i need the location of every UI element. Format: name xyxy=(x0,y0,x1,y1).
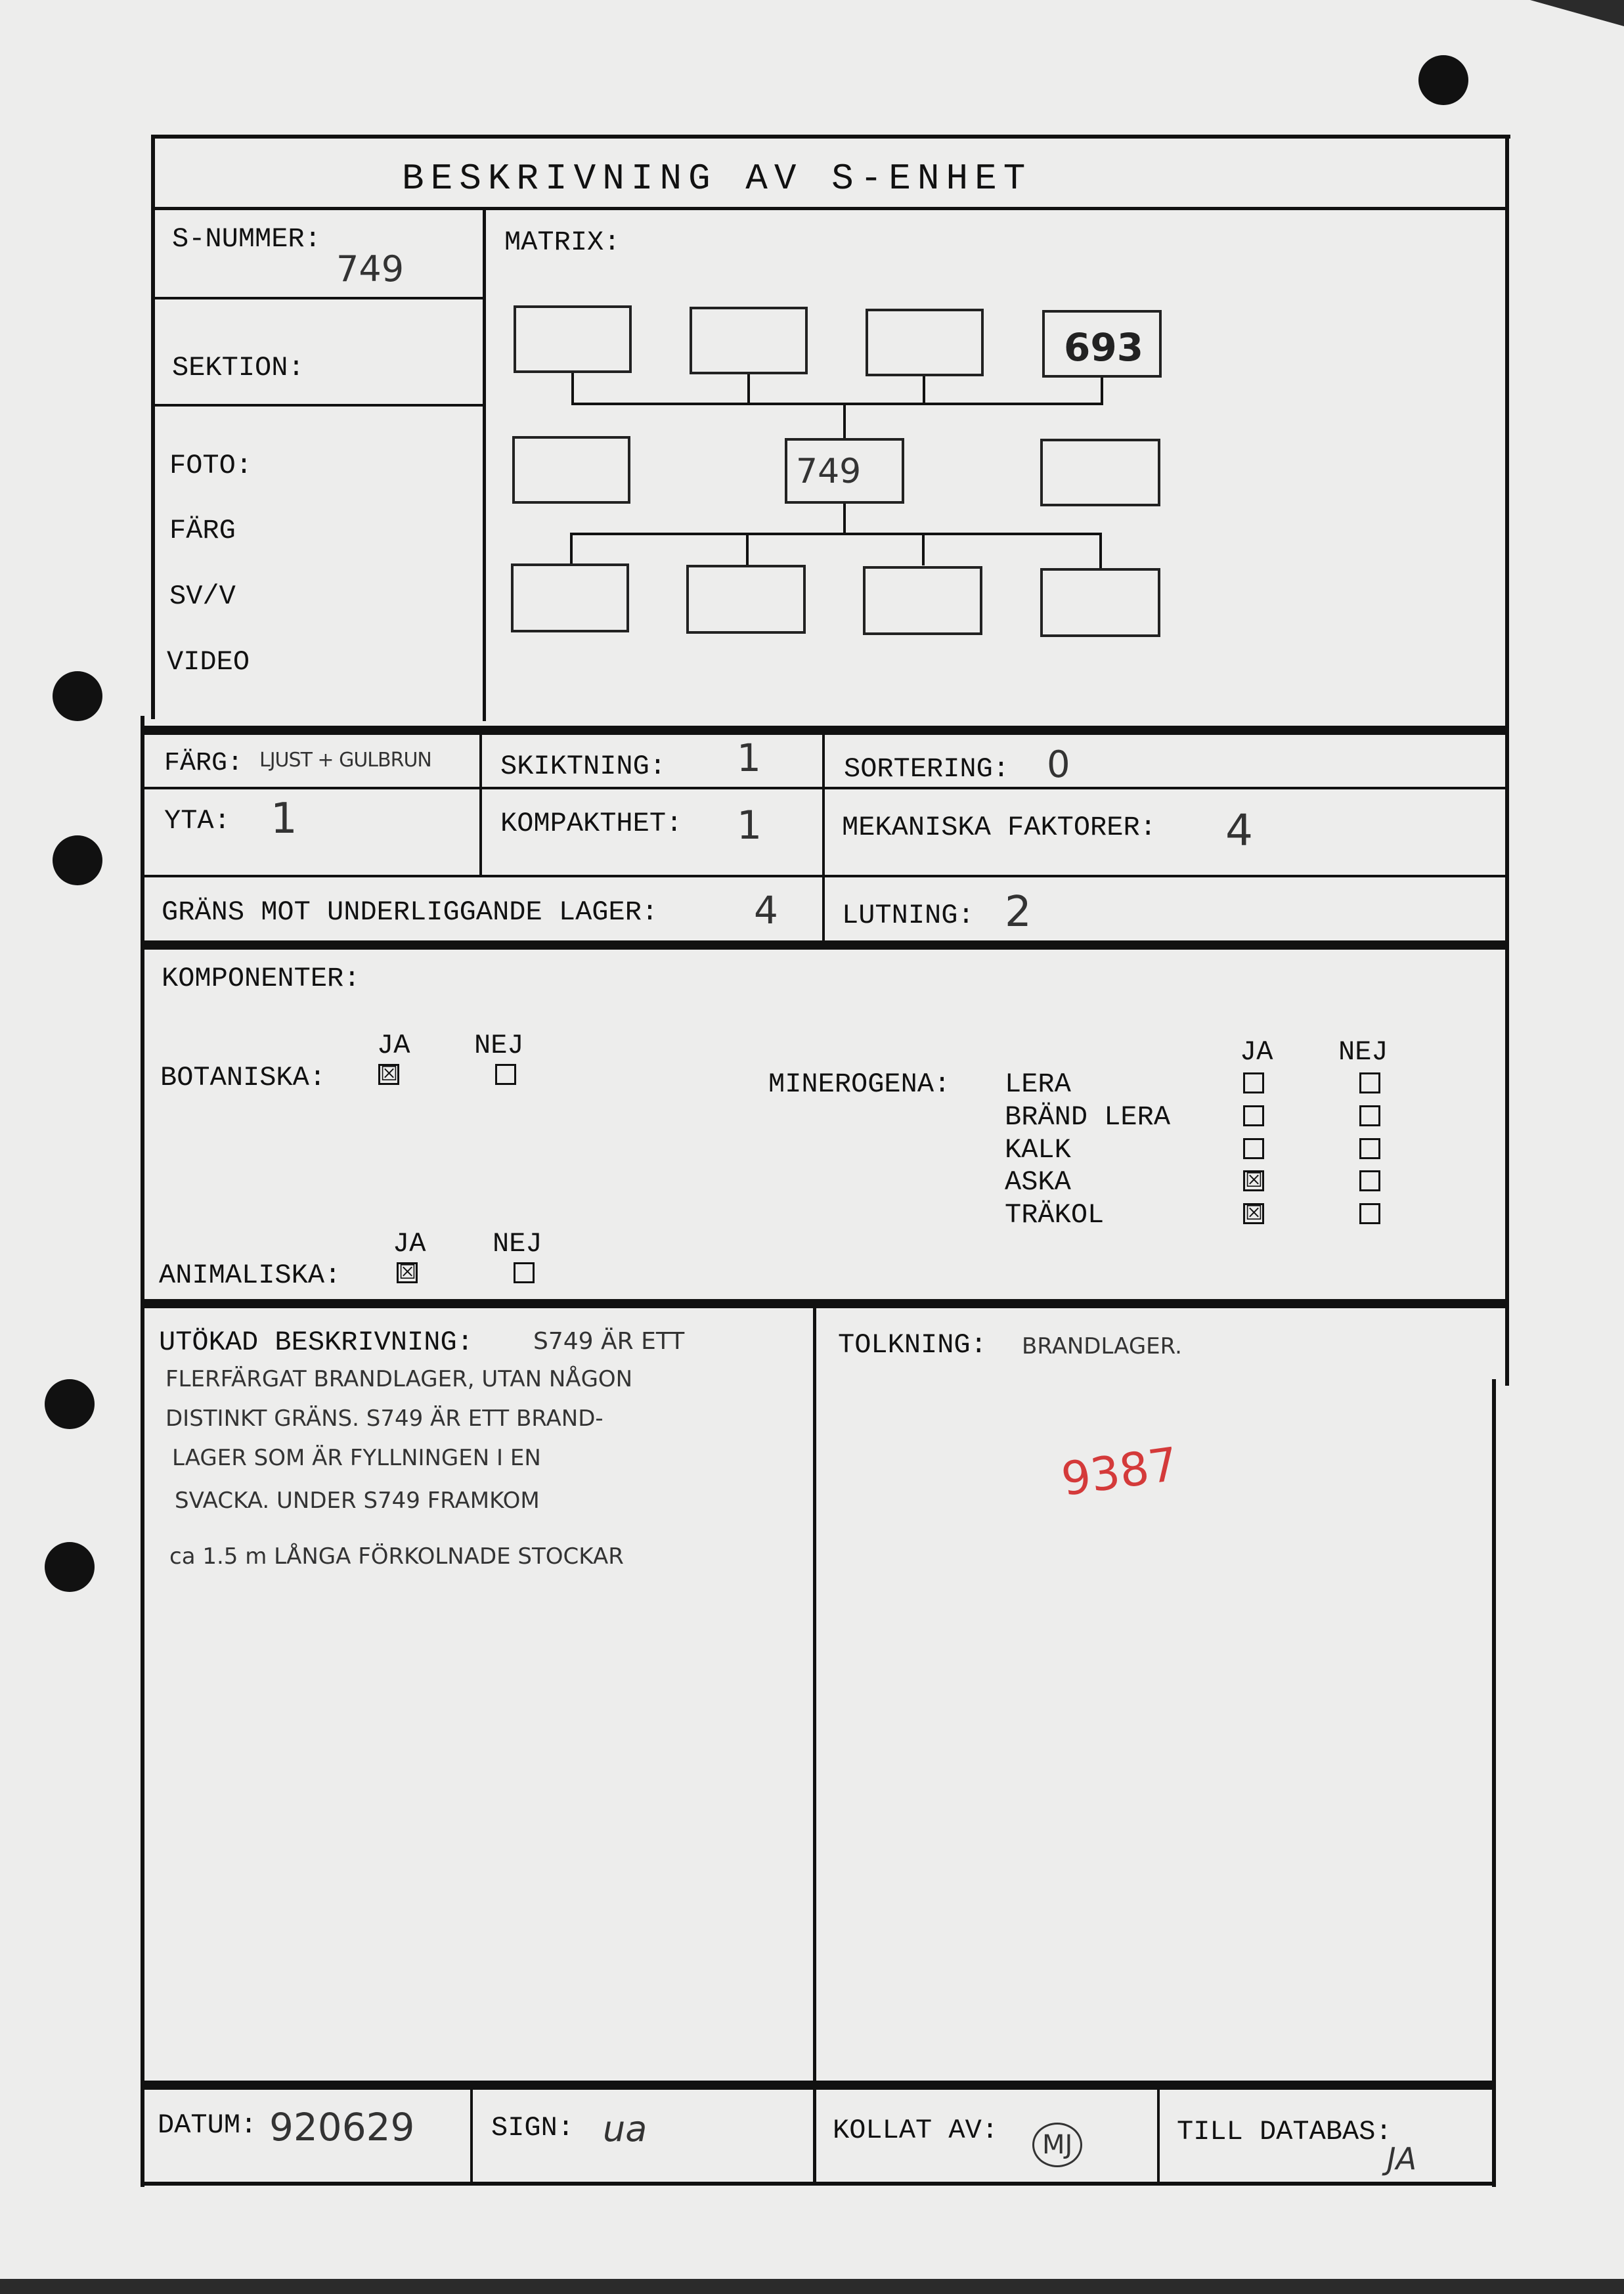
botaniska-ja-checkbox[interactable]: ☒ xyxy=(378,1064,399,1085)
skiktning-label: SKIKTNING: xyxy=(500,751,667,782)
sign-value[interactable]: ua xyxy=(603,2108,647,2150)
mineral-kalk-nej-checkbox[interactable] xyxy=(1359,1138,1380,1159)
kollat-label: KOLLAT AV: xyxy=(833,2115,999,2146)
yta-label: YTA: xyxy=(164,805,230,837)
mineral-kalk-label: KALK xyxy=(1005,1134,1071,1166)
foto-svv-label: SV/V xyxy=(169,581,236,612)
mineral-kalk-ja-checkbox[interactable] xyxy=(1243,1138,1264,1159)
lutning-value[interactable]: 2 xyxy=(1005,888,1032,937)
tolkning-note: 9387 xyxy=(1058,1437,1181,1507)
komponenter-label: KOMPONENTER: xyxy=(162,963,361,994)
kompakthet-label: KOMPAKTHET: xyxy=(500,808,683,839)
mekaniska-label: MEKANISKA FAKTORER: xyxy=(842,812,1156,843)
lutning-label: LUTNING: xyxy=(842,900,975,931)
mineral-trakol-label: TRÄKOL xyxy=(1005,1199,1105,1231)
minerogena-ja-header: JA xyxy=(1240,1036,1273,1068)
sortering-value[interactable]: 0 xyxy=(1047,743,1070,786)
animaliska-nej-header: NEJ xyxy=(493,1228,542,1260)
botaniska-ja-header: JA xyxy=(377,1030,410,1061)
matrix-box-middle[interactable] xyxy=(512,436,630,504)
matrix-box-bottom[interactable] xyxy=(1040,568,1160,637)
tolkning-label: TOLKNING: xyxy=(838,1329,987,1361)
kompakthet-value[interactable]: 1 xyxy=(737,803,762,849)
mineral-aska-ja-checkbox[interactable]: ☒ xyxy=(1243,1170,1264,1191)
utokad-line[interactable]: DISTINKT GRÄNS. S749 ÄR ETT BRAND- xyxy=(165,1405,604,1432)
utokad-line[interactable]: S749 ÄR ETT xyxy=(533,1328,685,1355)
kollat-value[interactable]: MJ xyxy=(1032,2123,1082,2167)
skiktning-value[interactable]: 1 xyxy=(737,736,761,780)
matrix-box-bottom[interactable] xyxy=(511,563,629,632)
foto-label: FOTO: xyxy=(169,450,253,481)
punch-hole xyxy=(1418,55,1468,105)
utokad-line[interactable]: FLERFÄRGAT BRANDLAGER, UTAN NÅGON xyxy=(165,1366,633,1392)
mineral-aska-label: ASKA xyxy=(1005,1166,1071,1198)
farg-value[interactable]: LJUST + GULBRUN xyxy=(259,749,431,772)
matrix-box-middle[interactable] xyxy=(1040,439,1160,506)
datum-value[interactable]: 920629 xyxy=(269,2105,415,2150)
mineral-lera-nej-checkbox[interactable] xyxy=(1359,1072,1380,1093)
mekaniska-value[interactable]: 4 xyxy=(1225,805,1253,856)
matrix-box-top[interactable] xyxy=(690,307,808,374)
animaliska-nej-checkbox[interactable] xyxy=(514,1262,535,1283)
tolkning-value[interactable]: BRANDLAGER. xyxy=(1022,1333,1182,1359)
mineral-trakol-nej-checkbox[interactable] xyxy=(1359,1203,1380,1224)
matrix-box-top[interactable] xyxy=(866,309,984,376)
botaniska-nej-checkbox[interactable] xyxy=(495,1064,516,1085)
till-databas-label: TILL DATABAS: xyxy=(1177,2116,1392,2148)
utokad-line[interactable]: SVACKA. UNDER S749 FRAMKOM xyxy=(175,1488,540,1514)
animaliska-label: ANIMALISKA: xyxy=(159,1260,341,1291)
sektion-label: SEKTION: xyxy=(172,352,305,384)
yta-value[interactable]: 1 xyxy=(271,795,297,843)
matrix-box-top[interactable] xyxy=(514,305,632,373)
matrix-top-value: 693 xyxy=(1064,325,1144,370)
mineral-brand-lera-label: BRÄND LERA xyxy=(1005,1101,1171,1133)
utokad-label: UTÖKAD BESKRIVNING: xyxy=(159,1327,473,1358)
datum-label: DATUM: xyxy=(158,2109,257,2141)
form-title: BESKRIVNING AV S-ENHET xyxy=(402,158,1032,200)
foto-farg-label: FÄRG xyxy=(169,515,236,546)
mineral-brand-lera-nej-checkbox[interactable] xyxy=(1359,1105,1380,1126)
matrix-label: MATRIX: xyxy=(504,227,621,258)
mineral-lera-ja-checkbox[interactable] xyxy=(1243,1072,1264,1093)
mineral-brand-lera-ja-checkbox[interactable] xyxy=(1243,1105,1264,1126)
mineral-lera-label: LERA xyxy=(1005,1069,1071,1100)
minerogena-label: MINEROGENA: xyxy=(768,1069,951,1100)
matrix-box-bottom[interactable] xyxy=(863,566,982,635)
s-nummer-label: S-NUMMER: xyxy=(172,223,321,255)
mineral-trakol-ja-checkbox[interactable]: ☒ xyxy=(1243,1203,1264,1224)
botaniska-label: BOTANISKA: xyxy=(160,1062,326,1093)
animaliska-ja-checkbox[interactable]: ☒ xyxy=(397,1262,418,1283)
till-databas-value[interactable]: JA xyxy=(1387,2141,1417,2176)
punch-hole xyxy=(45,1379,95,1429)
punch-hole xyxy=(53,835,102,885)
s-nummer-value[interactable]: 749 xyxy=(336,248,405,290)
minerogena-nej-header: NEJ xyxy=(1338,1036,1388,1068)
grans-value[interactable]: 4 xyxy=(754,888,778,933)
animaliska-ja-header: JA xyxy=(393,1228,426,1260)
punch-hole xyxy=(53,671,102,721)
matrix-box-bottom[interactable] xyxy=(686,565,806,634)
mineral-aska-nej-checkbox[interactable] xyxy=(1359,1170,1380,1191)
grans-label: GRÄNS MOT UNDERLIGGANDE LAGER: xyxy=(162,896,659,928)
utokad-line[interactable]: ca 1.5 m LÅNGA FÖRKOLNADE STOCKAR xyxy=(169,1543,624,1570)
sortering-label: SORTERING: xyxy=(844,753,1010,785)
farg-label: FÄRG: xyxy=(164,749,244,778)
sign-label: SIGN: xyxy=(491,2112,575,2144)
matrix-current-value: 749 xyxy=(796,452,862,491)
foto-video-label: VIDEO xyxy=(167,646,250,678)
botaniska-nej-header: NEJ xyxy=(474,1030,524,1061)
utokad-line[interactable]: LAGER SOM ÄR FYLLNINGEN I EN xyxy=(172,1445,541,1471)
punch-hole xyxy=(45,1542,95,1592)
